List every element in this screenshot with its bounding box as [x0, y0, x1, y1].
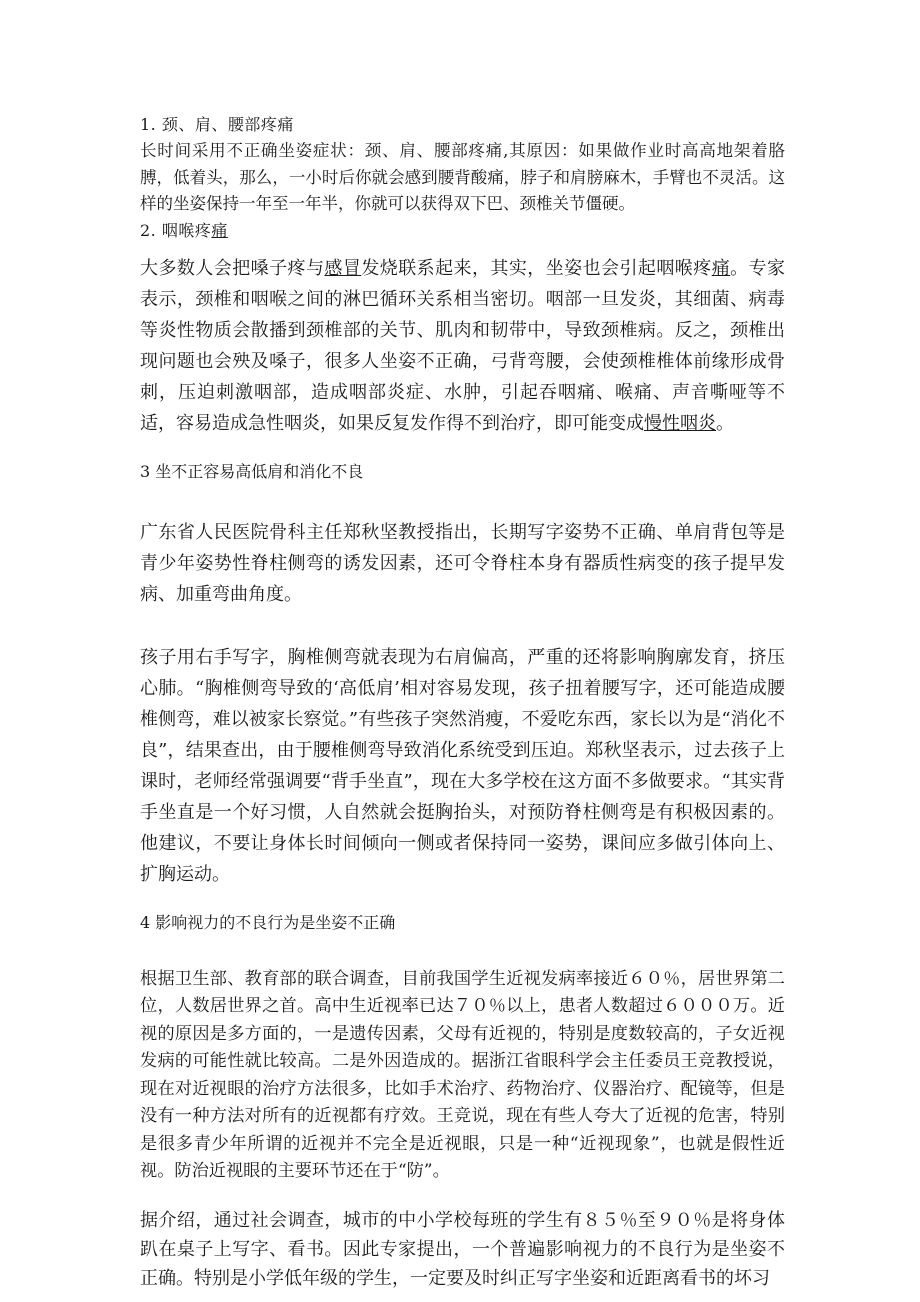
section-2-body	[140, 253, 785, 439]
section-2-body-part-2: 发烧联系起来，其实，坐姿也会引起咽喉疼	[361, 257, 712, 279]
section-2-heading	[140, 218, 785, 244]
link-cold[interactable]: 感冒	[324, 257, 362, 279]
section-4-body-1: 根据卫生部、教育部的联合调查，目前我国学生近视发病率接近６０％，居世界第二位，人数居世界之首。高中生近视率已达７０％以上，患者人数超过６０００万。近视的原因是多方面的，一是遗传因素，父母有近视的，特别是度数较高的，子女近视发病的可能性就比较高。二是外因造成的。据浙江省眼科学会主任委员王竞教授说，现在对近视眼的治疗方法很多，比如手术治疗、药物治疗、仪器治疗、配镜等，但是没有一种方法对所有的近视都有疗效。王竞说，现在有些人夸大了近视的危害，特别是很多青少年所谓的近视并不完全是近视眼，只是一种“近视现象”，也就是假性近视。防治近视眼的主要环节还在于“防”。	[140, 968, 785, 1181]
section-2-body-part-4: 。	[716, 412, 734, 434]
section-3-body-1: 广东省人民医院骨科主任郑秋坚教授指出，长期写字姿势不正确、单肩背包等是青少年姿势性脊柱侧弯的诱发因素，还可令脊柱本身有器质性病变的孩子提早发病、加重弯曲角度。	[140, 521, 785, 605]
section-3-body-2: 孩子用右手写字，胸椎侧弯就表现为右肩偏高，严重的还将影响胸廓发育，挤压心肺。“胸椎侧弯导致的‘高低肩’相对容易发现，孩子扭着腰写字，还可能造成腰椎侧弯，难以被家长察觉。”有些孩子突然消瘦，不爱吃东西，家长以为是“消化不良”，结果查出，由于腰椎侧弯导致消化系统受到压迫。郑秋坚表示，过去孩子上课时，老师经常强调要“背手坐直”，现在大多学校在这方面不多做要求。“其实背手坐直是一个好习惯，人自然就会挺胸抬头，对预防脊柱侧弯是有积极因素的。他建议，不要让身体长时间倾向一侧或者保持同一姿势，课间应多做引体向上、扩胸运动。	[140, 646, 785, 885]
section-4-heading: 4 影响视力的不良行为是坐姿不正确	[140, 912, 396, 932]
section-2-body-part-3: 。专家表示，颈椎和咽喉之间的淋巴循环关系相当密切。咽部一旦发炎，其细菌、病毒等炎性物质会散播到颈椎部的关节、肌肉和韧带中，导致颈椎病。反之，颈椎出现问题也会殃及嗓子，很多人坐姿不正确，弓背弯腰，会使颈椎椎体前缘形成骨刺，压迫刺激咽部，造成咽部炎症、水肿，引起吞咽痛、喉痛、声音嘶哑等不适，容易造成急性咽炎，如果反复发作得不到治疗，即可能变成	[140, 257, 786, 434]
section-2-heading-text: 2. 咽喉疼	[140, 220, 212, 240]
section-2-heading-link[interactable]: 痛	[211, 220, 228, 240]
section-3-heading: 3 坐不正容易高低肩和消化不良	[140, 461, 364, 481]
document-page	[140, 112, 785, 1293]
section-4-body-2: 据介绍，通过社会调查，城市的中小学校每班的学生有８５％至９０％是将身体趴在桌子上写字、看书。因此专家提出，一个普遍影响视力的不良行为是坐姿不正确。特别是小学低年级的学生，一定要及时纠正写字坐姿和近距离看书的坏习	[140, 1209, 785, 1289]
link-chronic-pharyngitis[interactable]: 慢性咽炎	[644, 412, 716, 434]
section-1-heading: 1. 颈、肩、腰部疼痛	[140, 115, 294, 134]
link-pain[interactable]: 痛	[711, 257, 731, 279]
section-2-body-part-1: 大多数人会把嗓子疼与	[140, 257, 325, 279]
section-1-body: 长时间采用不正确坐姿症状：颈、肩、腰部疼痛,其原因：如果做作业时高高地架着胳膊，低着头，那么，一小时后你就会感到腰背酸痛，脖子和肩膀麻木，手臂也不灵活。这样的坐姿保持一年至一年半，你就可以获得双下巴、颈椎关节僵硬。	[140, 141, 785, 213]
